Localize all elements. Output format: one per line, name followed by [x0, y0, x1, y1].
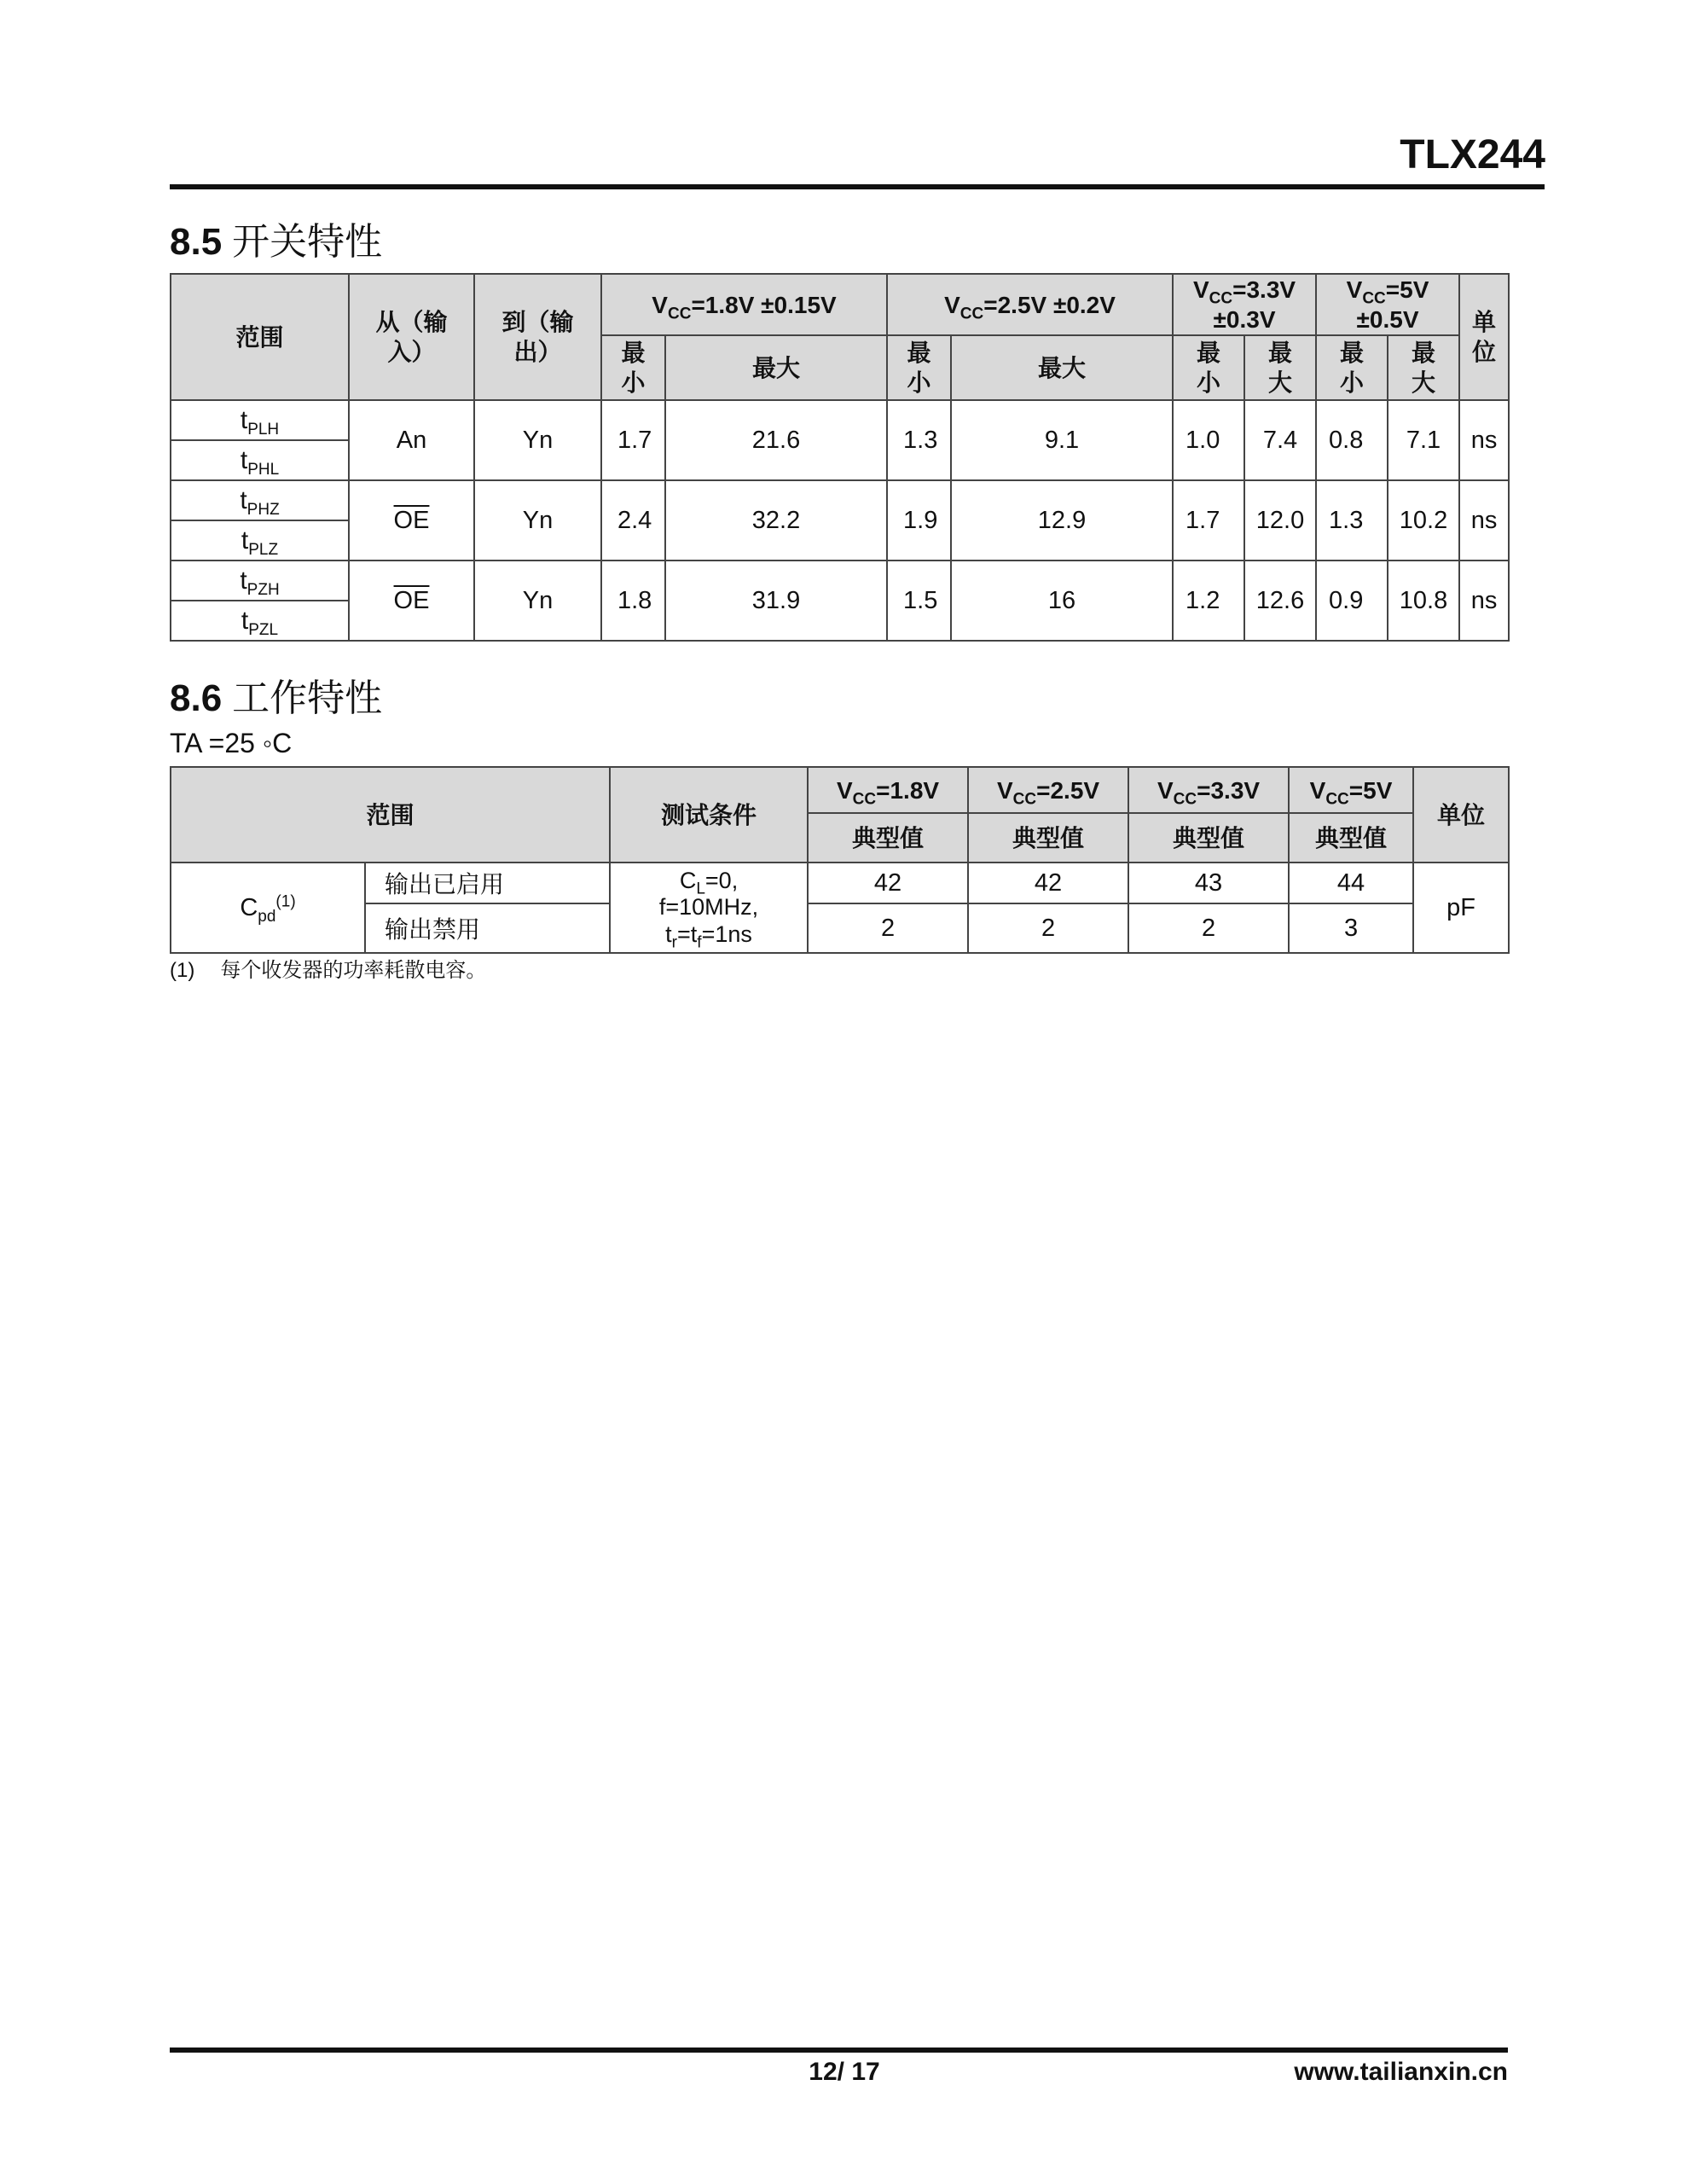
- header-range: 范围: [171, 767, 610, 863]
- condition-cell: 输出已启用: [365, 863, 610, 903]
- table-header-row: [171, 767, 1509, 813]
- header-min: 最小: [1173, 335, 1244, 400]
- header-unit: 单位: [1459, 274, 1509, 400]
- footnote-text: 每个收发器的功率耗散电容。: [220, 959, 487, 982]
- value-cell: 43: [1128, 863, 1289, 903]
- operating-characteristics-table: [170, 766, 1510, 954]
- unit-cell: ns: [1459, 400, 1509, 480]
- header-vcc-5: $V_{CC}=5V$: [1289, 767, 1413, 813]
- value-cell: 1.3: [1316, 480, 1388, 561]
- header-min: 最小: [887, 335, 951, 400]
- footnote-mark: (1): [170, 959, 195, 982]
- unit-cell: ns: [1459, 561, 1509, 641]
- param-cell: $C_{pd}^{(1)}$: [171, 863, 365, 953]
- param-cell: $t_{PHL}$: [171, 440, 349, 480]
- header-vcc-1-8: $V_{CC}=1.8V \pm 0.15V$: [601, 274, 887, 335]
- value-cell: 12.9: [951, 480, 1173, 561]
- unit-cell: pF: [1413, 863, 1509, 953]
- from-cell: An: [349, 400, 474, 480]
- section-title: 开关特性: [232, 221, 383, 263]
- to-cell: Yn: [474, 561, 601, 641]
- value-cell: 42: [808, 863, 968, 903]
- header-vcc-2-5: $V_{CC}=2.5V$: [968, 767, 1128, 813]
- page-number: 12/ 17: [809, 2058, 880, 2086]
- test-condition-cell: [610, 863, 808, 953]
- header-range: 范围: [171, 274, 349, 400]
- value-cell: 1.9: [887, 480, 951, 561]
- value-cell: 42: [968, 863, 1128, 903]
- to-cell: Yn: [474, 400, 601, 480]
- header-max: 最大: [1244, 335, 1316, 400]
- value-cell: 44: [1289, 863, 1413, 903]
- header-unit: 单位: [1413, 767, 1509, 863]
- table-row: [171, 561, 1509, 601]
- from-cell: $\overline{OE}$: [349, 561, 474, 641]
- value-cell: 2.4: [601, 480, 665, 561]
- value-cell: 31.9: [665, 561, 887, 641]
- value-cell: 9.1: [951, 400, 1173, 480]
- header-vcc-3-3: $V_{CC}=3.3V$: [1128, 767, 1289, 813]
- from-cell: $\overline{OE}$: [349, 480, 474, 561]
- value-cell: 0.8: [1316, 400, 1388, 480]
- section-title: 工作特性: [232, 677, 383, 719]
- value-cell: 7.4: [1244, 400, 1316, 480]
- website-link[interactable]: www.tailianxin.cn: [1294, 2058, 1508, 2086]
- param-cell: $t_{PZH}$: [171, 561, 349, 601]
- header-vcc-5: $V_{CC}=5V \pm 0.5V$: [1316, 274, 1459, 335]
- value-cell: 1.0: [1173, 400, 1244, 480]
- section-heading-8-5: [170, 222, 382, 263]
- section-number: 8.5: [170, 221, 223, 263]
- value-cell: 2: [1128, 903, 1289, 953]
- value-cell: 0.9: [1316, 561, 1388, 641]
- header-from: 从（输入）: [349, 274, 474, 400]
- header-typical: 典型值: [1289, 813, 1413, 863]
- header-max: 最大: [665, 335, 887, 400]
- header-min: 最小: [601, 335, 665, 400]
- param-cell: $t_{PLH}$: [171, 400, 349, 440]
- table-row: [171, 863, 1509, 903]
- header-to: 到（输出）: [474, 274, 601, 400]
- value-cell: 1.5: [887, 561, 951, 641]
- header-test-conditions: 测试条件: [610, 767, 808, 863]
- temperature-condition: TA =25 ◦C: [170, 728, 293, 758]
- table-row: [171, 480, 1509, 520]
- test-condition-line: $C_L=0$,: [679, 868, 739, 898]
- value-cell: 1.8: [601, 561, 665, 641]
- document-title: TLX244: [1400, 132, 1545, 177]
- test-condition-line: $t_r=t_f=1ns$: [665, 921, 752, 951]
- header-vcc-3-3: $V_{CC}=3.3V \pm 0.3V$: [1173, 274, 1316, 335]
- value-cell: 2: [808, 903, 968, 953]
- condition-cell: 输出禁用: [365, 903, 610, 953]
- param-cell: $t_{PZL}$: [171, 601, 349, 641]
- table-row: [171, 903, 1509, 953]
- footer-rule: [170, 2048, 1508, 2053]
- header-vcc-2-5: $V_{CC}=2.5V \pm 0.2V$: [887, 274, 1173, 335]
- table-row: [171, 400, 1509, 440]
- value-cell: 32.2: [665, 480, 887, 561]
- value-cell: 7.1: [1388, 400, 1459, 480]
- section-number: 8.6: [170, 677, 223, 719]
- param-cell: $t_{PLZ}$: [171, 520, 349, 561]
- header-typical: 典型值: [968, 813, 1128, 863]
- value-cell: 1.7: [1173, 480, 1244, 561]
- header-max: 最大: [951, 335, 1173, 400]
- header-vcc-1-8: $V_{CC}=1.8V$: [808, 767, 968, 813]
- value-cell: 1.7: [601, 400, 665, 480]
- value-cell: 12.0: [1244, 480, 1316, 561]
- value-cell: 2: [968, 903, 1128, 953]
- switching-characteristics-table: [170, 273, 1510, 642]
- header-min: 最小: [1316, 335, 1388, 400]
- value-cell: 1.2: [1173, 561, 1244, 641]
- unit-cell: ns: [1459, 480, 1509, 561]
- header-typical: 典型值: [808, 813, 968, 863]
- footnote: [170, 953, 486, 983]
- value-cell: 3: [1289, 903, 1413, 953]
- header-max: 最大: [1388, 335, 1459, 400]
- value-cell: 16: [951, 561, 1173, 641]
- table-header-row: [171, 274, 1509, 335]
- param-cell: $t_{PHZ}$: [171, 480, 349, 520]
- header-typical: 典型值: [1128, 813, 1289, 863]
- value-cell: 10.2: [1388, 480, 1459, 561]
- to-cell: Yn: [474, 480, 601, 561]
- value-cell: 10.8: [1388, 561, 1459, 641]
- value-cell: 12.6: [1244, 561, 1316, 641]
- value-cell: 1.3: [887, 400, 951, 480]
- header-rule: [170, 184, 1545, 189]
- test-condition-line: f=10MHz,: [658, 894, 759, 921]
- section-heading-8-6: [170, 678, 382, 719]
- value-cell: 21.6: [665, 400, 887, 480]
